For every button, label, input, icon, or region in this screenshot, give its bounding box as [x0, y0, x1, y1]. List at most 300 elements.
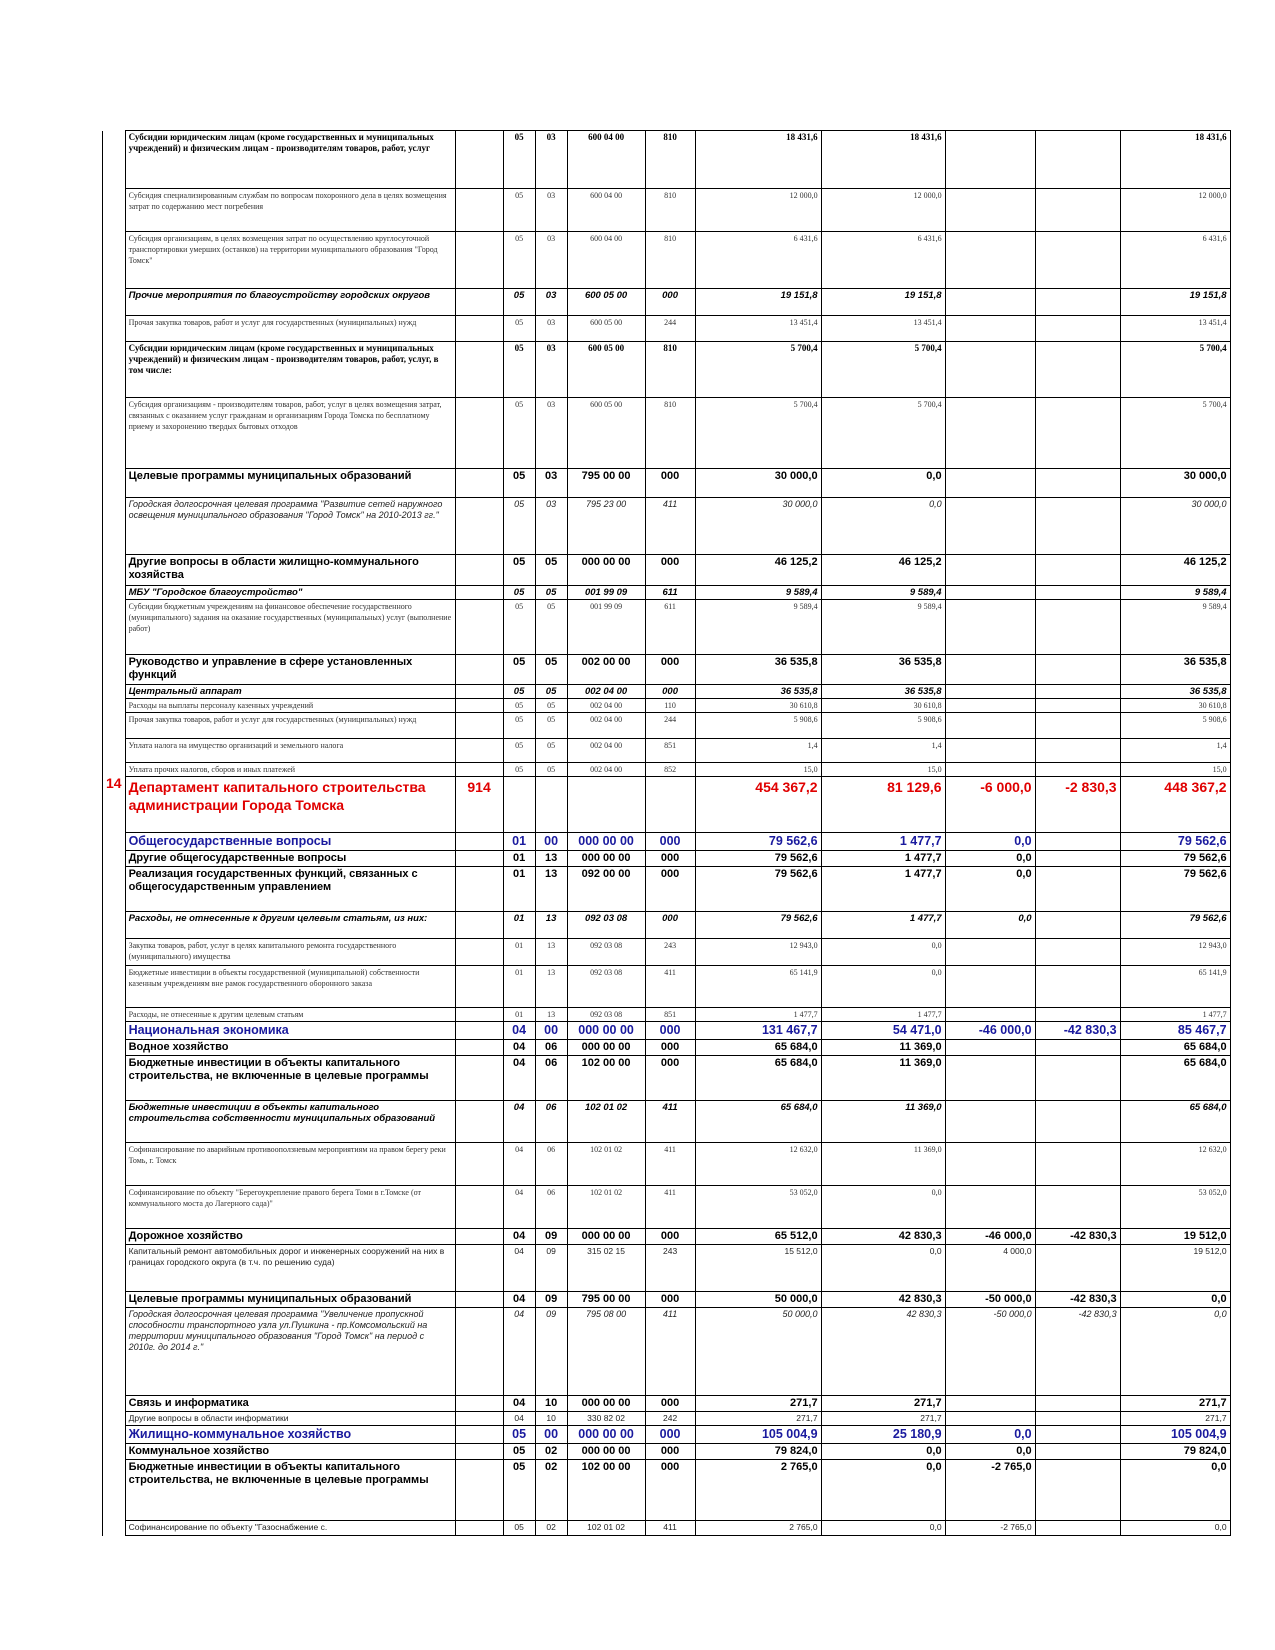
dept-code [455, 1040, 503, 1056]
subsection-code: 03 [535, 232, 567, 289]
amount-total: 85 467,7 [1120, 1022, 1230, 1040]
expense-type-code: 243 [645, 939, 695, 966]
amount-approved: 5 700,4 [695, 342, 821, 398]
row-label: Другие вопросы в области жилищно-коммунального хозяйства [125, 555, 455, 586]
section-code: 05 [503, 1521, 535, 1536]
section-code: 05 [503, 739, 535, 763]
amount-change [945, 685, 1035, 699]
amount-change-including [1035, 232, 1120, 289]
row-index [103, 685, 126, 699]
subsection-code: 05 [535, 699, 567, 713]
amount-change-including [1035, 131, 1120, 189]
expense-type-code: 411 [645, 498, 695, 555]
section-code: 05 [503, 232, 535, 289]
subsection-code: 05 [535, 600, 567, 655]
section-code: 05 [503, 655, 535, 685]
target-article-code [567, 777, 645, 833]
row-index [103, 1396, 126, 1412]
subsection-code: 00 [535, 1022, 567, 1040]
row-index [103, 833, 126, 851]
amount-change-including [1035, 1460, 1120, 1521]
amount-total: 105 004,9 [1120, 1426, 1230, 1444]
amount-approved: 65 141,9 [695, 966, 821, 1008]
target-article-code: 000 00 00 [567, 555, 645, 586]
subsection-code: 05 [535, 763, 567, 777]
table-row [103, 1444, 1231, 1460]
amount-including: 15,0 [821, 763, 945, 777]
subsection-code: 06 [535, 1040, 567, 1056]
amount-approved: 46 125,2 [695, 555, 821, 586]
table-row [103, 1143, 1231, 1186]
subsection-code: 06 [535, 1101, 567, 1143]
row-label: Бюджетные инвестиции в объекты капитального строительства, не включенные в целевые программы [125, 1056, 455, 1101]
row-index [103, 1229, 126, 1245]
table-row [103, 1245, 1231, 1292]
amount-including: 1 477,7 [821, 912, 945, 939]
row-index [103, 1245, 126, 1292]
subsection-code: 13 [535, 939, 567, 966]
row-index [103, 867, 126, 912]
section-code: 01 [503, 912, 535, 939]
table-row [103, 342, 1231, 398]
amount-change-including: -42 830,3 [1035, 1308, 1120, 1396]
amount-total: 5 908,6 [1120, 713, 1230, 739]
amount-change [945, 232, 1035, 289]
row-label: Софинансирование по объекту "Берегоукрепление правого берега Томи в г.Томске (от коммунального моста до Лагерного сада)" [125, 1186, 455, 1229]
subsection-code: 03 [535, 498, 567, 555]
subsection-code: 09 [535, 1308, 567, 1396]
dept-code [455, 912, 503, 939]
amount-change-including: -42 830,3 [1035, 1229, 1120, 1245]
table-row [103, 600, 1231, 655]
amount-approved: 79 562,6 [695, 851, 821, 867]
section-code: 01 [503, 851, 535, 867]
target-article-code: 600 05 00 [567, 316, 645, 342]
amount-change-including [1035, 1521, 1120, 1536]
section-code: 05 [503, 713, 535, 739]
amount-change [945, 398, 1035, 469]
row-index [103, 1040, 126, 1056]
expense-type-code: 611 [645, 600, 695, 655]
table-row [103, 1412, 1231, 1426]
table-row [103, 867, 1231, 912]
dept-code [455, 763, 503, 777]
section-code: 05 [503, 555, 535, 586]
amount-total: 12 943,0 [1120, 939, 1230, 966]
expense-type-code: 852 [645, 763, 695, 777]
expense-type-code: 000 [645, 1396, 695, 1412]
row-index [103, 739, 126, 763]
amount-approved: 12 943,0 [695, 939, 821, 966]
amount-change-including [1035, 316, 1120, 342]
amount-change [945, 655, 1035, 685]
expense-type-code: 411 [645, 1521, 695, 1536]
section-code: 05 [503, 289, 535, 316]
dept-code [455, 232, 503, 289]
amount-change-including [1035, 699, 1120, 713]
amount-including: 42 830,3 [821, 1229, 945, 1245]
subsection-code: 02 [535, 1460, 567, 1521]
amount-including: 1 477,7 [821, 1008, 945, 1022]
amount-approved: 79 562,6 [695, 912, 821, 939]
amount-total: 30 000,0 [1120, 498, 1230, 555]
amount-change-including [1035, 342, 1120, 398]
row-index [103, 498, 126, 555]
expense-type-code: 000 [645, 1022, 695, 1040]
amount-total: 271,7 [1120, 1412, 1230, 1426]
amount-change-including [1035, 1444, 1120, 1460]
expense-type-code: 411 [645, 1101, 695, 1143]
amount-change: 0,0 [945, 1444, 1035, 1460]
amount-total: 12 000,0 [1120, 189, 1230, 232]
amount-including: 11 369,0 [821, 1040, 945, 1056]
amount-approved: 30 000,0 [695, 498, 821, 555]
dept-code [455, 966, 503, 1008]
amount-total: 65 141,9 [1120, 966, 1230, 1008]
row-label: Субсидии юридическим лицам (кроме государственных и муниципальных учреждений) и физическим лицам - производителям товаров, работ, услуг [125, 131, 455, 189]
subsection-code: 02 [535, 1444, 567, 1460]
row-label: Руководство и управление в сфере установленных функций [125, 655, 455, 685]
table-row [103, 1040, 1231, 1056]
table-row [103, 912, 1231, 939]
amount-including: 271,7 [821, 1396, 945, 1412]
amount-approved: 30 610,8 [695, 699, 821, 713]
dept-code [455, 1022, 503, 1040]
amount-change [945, 342, 1035, 398]
subsection-code: 06 [535, 1143, 567, 1186]
amount-approved: 271,7 [695, 1396, 821, 1412]
dept-code [455, 851, 503, 867]
amount-including: 36 535,8 [821, 655, 945, 685]
amount-total: 0,0 [1120, 1460, 1230, 1521]
target-article-code: 092 03 08 [567, 1008, 645, 1022]
amount-including: 81 129,6 [821, 777, 945, 833]
target-article-code: 102 00 00 [567, 1460, 645, 1521]
expense-type-code: 000 [645, 1056, 695, 1101]
expense-type-code: 243 [645, 1245, 695, 1292]
table-row [103, 131, 1231, 189]
section-code: 04 [503, 1308, 535, 1396]
table-row [103, 655, 1231, 685]
dept-code [455, 685, 503, 699]
subsection-code: 09 [535, 1229, 567, 1245]
amount-change: 0,0 [945, 1426, 1035, 1444]
subsection-code: 05 [535, 655, 567, 685]
subsection-code: 13 [535, 1008, 567, 1022]
amount-total: 19 151,8 [1120, 289, 1230, 316]
amount-change-including [1035, 469, 1120, 498]
amount-approved: 9 589,4 [695, 586, 821, 600]
target-article-code: 795 23 00 [567, 498, 645, 555]
row-index [103, 1292, 126, 1308]
target-article-code: 795 08 00 [567, 1308, 645, 1396]
expense-type-code: 000 [645, 1040, 695, 1056]
table-row [103, 763, 1231, 777]
section-code: 04 [503, 1412, 535, 1426]
row-label: Прочая закупка товаров, работ и услуг для государственных (муниципальных) нужд [125, 316, 455, 342]
amount-including: 5 700,4 [821, 398, 945, 469]
amount-change-including [1035, 966, 1120, 1008]
amount-change-including: -42 830,3 [1035, 1022, 1120, 1040]
target-article-code: 002 00 00 [567, 655, 645, 685]
row-index [103, 939, 126, 966]
row-index [103, 1308, 126, 1396]
row-index: 14 [103, 777, 126, 833]
row-index [103, 555, 126, 586]
dept-code [455, 739, 503, 763]
row-label: Расходы, не отнесенные к другим целевым статьям [125, 1008, 455, 1022]
dept-code [455, 600, 503, 655]
subsection-code: 00 [535, 1426, 567, 1444]
amount-total: 0,0 [1120, 1308, 1230, 1396]
table-row [103, 498, 1231, 555]
amount-total: 30 610,8 [1120, 699, 1230, 713]
dept-code [455, 398, 503, 469]
amount-approved: 79 562,6 [695, 833, 821, 851]
row-label: Дорожное хозяйство [125, 1229, 455, 1245]
amount-total: 53 052,0 [1120, 1186, 1230, 1229]
section-code: 05 [503, 189, 535, 232]
amount-change-including [1035, 655, 1120, 685]
row-index [103, 763, 126, 777]
amount-approved: 30 000,0 [695, 469, 821, 498]
row-label: Софинансирование по объекту "Газоснабжение с. [125, 1521, 455, 1536]
amount-approved: 15,0 [695, 763, 821, 777]
target-article-code: 102 01 02 [567, 1101, 645, 1143]
amount-including: 6 431,6 [821, 232, 945, 289]
target-article-code: 001 99 09 [567, 600, 645, 655]
amount-change: 0,0 [945, 867, 1035, 912]
amount-total: 9 589,4 [1120, 600, 1230, 655]
row-index [103, 600, 126, 655]
amount-approved: 2 765,0 [695, 1460, 821, 1521]
amount-change [945, 763, 1035, 777]
row-label: Уплата налога на имущество организаций и земельного налога [125, 739, 455, 763]
table-row [103, 966, 1231, 1008]
subsection-code: 13 [535, 912, 567, 939]
subsection-code: 00 [535, 833, 567, 851]
subsection-code: 10 [535, 1396, 567, 1412]
amount-including: 12 000,0 [821, 189, 945, 232]
section-code: 04 [503, 1186, 535, 1229]
section-code: 04 [503, 1101, 535, 1143]
amount-change-including [1035, 1245, 1120, 1292]
amount-approved: 1,4 [695, 739, 821, 763]
table-row [103, 1521, 1231, 1536]
subsection-code: 03 [535, 398, 567, 469]
amount-including: 0,0 [821, 939, 945, 966]
table-row [103, 699, 1231, 713]
expense-type-code: 000 [645, 833, 695, 851]
row-index [103, 1022, 126, 1040]
amount-change: -6 000,0 [945, 777, 1035, 833]
row-label: Бюджетные инвестиции в объекты государственной (муниципальной) собственности казенным учреждениям вне рамок государственного оборонного заказа [125, 966, 455, 1008]
subsection-code: 05 [535, 685, 567, 699]
amount-change [945, 1396, 1035, 1412]
subsection-code: 03 [535, 342, 567, 398]
amount-approved: 2 765,0 [695, 1521, 821, 1536]
amount-total: 19 512,0 [1120, 1245, 1230, 1292]
dept-code [455, 469, 503, 498]
amount-approved: 65 684,0 [695, 1101, 821, 1143]
amount-change-including [1035, 1008, 1120, 1022]
row-index [103, 342, 126, 398]
amount-total: 6 431,6 [1120, 232, 1230, 289]
amount-approved: 65 684,0 [695, 1040, 821, 1056]
subsection-code: 13 [535, 966, 567, 1008]
expense-type-code: 810 [645, 398, 695, 469]
amount-change-including [1035, 912, 1120, 939]
amount-approved: 79 824,0 [695, 1444, 821, 1460]
dept-code [455, 131, 503, 189]
amount-total: 448 367,2 [1120, 777, 1230, 833]
section-code: 01 [503, 966, 535, 1008]
dept-code [455, 1460, 503, 1521]
amount-change-including [1035, 1101, 1120, 1143]
amount-change [945, 600, 1035, 655]
section-code: 01 [503, 833, 535, 851]
expense-type-code: 000 [645, 469, 695, 498]
row-index [103, 1412, 126, 1426]
row-index [103, 966, 126, 1008]
section-code: 04 [503, 1143, 535, 1186]
target-article-code: 000 00 00 [567, 1444, 645, 1460]
amount-approved: 13 451,4 [695, 316, 821, 342]
row-index [103, 131, 126, 189]
target-article-code: 092 03 08 [567, 966, 645, 1008]
target-article-code: 600 04 00 [567, 232, 645, 289]
dept-code [455, 1308, 503, 1396]
amount-total: 13 451,4 [1120, 316, 1230, 342]
amount-change-including [1035, 867, 1120, 912]
expense-type-code: 000 [645, 1460, 695, 1521]
row-label: Целевые программы муниципальных образований [125, 469, 455, 498]
amount-total: 1,4 [1120, 739, 1230, 763]
amount-including: 0,0 [821, 1444, 945, 1460]
row-label: Субсидии бюджетным учреждениям на финансовое обеспечение государственного (муниципального) задания на оказание государственных (муниципальных) услуг (выполнение работ) [125, 600, 455, 655]
target-article-code: 092 03 08 [567, 912, 645, 939]
amount-including: 9 589,4 [821, 600, 945, 655]
row-index [103, 1056, 126, 1101]
amount-change: -50 000,0 [945, 1308, 1035, 1396]
amount-including: 18 431,6 [821, 131, 945, 189]
target-article-code: 600 05 00 [567, 398, 645, 469]
amount-total: 0,0 [1120, 1292, 1230, 1308]
row-index [103, 1444, 126, 1460]
section-code: 04 [503, 1040, 535, 1056]
table-row [103, 1022, 1231, 1040]
amount-including: 42 830,3 [821, 1292, 945, 1308]
amount-total: 30 000,0 [1120, 469, 1230, 498]
table-row [103, 555, 1231, 586]
row-label: Субсидии юридическим лицам (кроме государственных и муниципальных учреждений) и физическим лицам - производителям товаров, работ, услуг, в том числе: [125, 342, 455, 398]
amount-including: 0,0 [821, 1521, 945, 1536]
amount-total: 15,0 [1120, 763, 1230, 777]
amount-change [945, 1412, 1035, 1426]
target-article-code: 000 00 00 [567, 1022, 645, 1040]
amount-including: 54 471,0 [821, 1022, 945, 1040]
row-label: Уплата прочих налогов, сборов и иных платежей [125, 763, 455, 777]
amount-change [945, 966, 1035, 1008]
section-code: 04 [503, 1229, 535, 1245]
section-code: 05 [503, 398, 535, 469]
amount-approved: 105 004,9 [695, 1426, 821, 1444]
table-row [103, 1101, 1231, 1143]
dept-code [455, 555, 503, 586]
amount-including: 5 908,6 [821, 713, 945, 739]
amount-total: 65 684,0 [1120, 1101, 1230, 1143]
amount-approved: 53 052,0 [695, 1186, 821, 1229]
expense-type-code: 411 [645, 1143, 695, 1186]
expense-type-code: 000 [645, 912, 695, 939]
expense-type-code: 000 [645, 1229, 695, 1245]
amount-change-including [1035, 1186, 1120, 1229]
row-label: Коммунальное хозяйство [125, 1444, 455, 1460]
expense-type-code: 000 [645, 867, 695, 912]
target-article-code: 600 05 00 [567, 289, 645, 316]
target-article-code: 002 04 00 [567, 699, 645, 713]
target-article-code: 002 04 00 [567, 713, 645, 739]
amount-approved: 131 467,7 [695, 1022, 821, 1040]
target-article-code: 001 99 09 [567, 586, 645, 600]
table-row [103, 1186, 1231, 1229]
amount-total: 46 125,2 [1120, 555, 1230, 586]
amount-change [945, 555, 1035, 586]
expense-type-code: 000 [645, 685, 695, 699]
amount-approved: 65 512,0 [695, 1229, 821, 1245]
expense-type-code: 000 [645, 655, 695, 685]
amount-change: 0,0 [945, 851, 1035, 867]
dept-code [455, 1412, 503, 1426]
amount-total: 0,0 [1120, 1521, 1230, 1536]
amount-including: 19 151,8 [821, 289, 945, 316]
amount-change-including [1035, 1143, 1120, 1186]
table-row [103, 1292, 1231, 1308]
subsection-code: 13 [535, 851, 567, 867]
subsection-code: 03 [535, 189, 567, 232]
amount-total: 65 684,0 [1120, 1056, 1230, 1101]
expense-type-code: 851 [645, 1008, 695, 1022]
row-index [103, 232, 126, 289]
subsection-code: 09 [535, 1292, 567, 1308]
expense-type-code: 000 [645, 1426, 695, 1444]
table-row [103, 833, 1231, 851]
expense-type-code: 851 [645, 739, 695, 763]
amount-change: 4 000,0 [945, 1245, 1035, 1292]
dept-code [455, 1143, 503, 1186]
dept-code [455, 713, 503, 739]
subsection-code: 03 [535, 316, 567, 342]
table-row [103, 189, 1231, 232]
row-label: Расходы на выплаты персоналу казенных учреждений [125, 699, 455, 713]
amount-approved: 18 431,6 [695, 131, 821, 189]
target-article-code: 000 00 00 [567, 833, 645, 851]
table-row [103, 586, 1231, 600]
section-code: 05 [503, 685, 535, 699]
amount-change-including [1035, 498, 1120, 555]
amount-including: 25 180,9 [821, 1426, 945, 1444]
expense-type-code [645, 777, 695, 833]
amount-change: -2 765,0 [945, 1521, 1035, 1536]
subsection-code: 03 [535, 469, 567, 498]
subsection-code: 09 [535, 1245, 567, 1292]
amount-including: 1 477,7 [821, 851, 945, 867]
amount-including: 0,0 [821, 469, 945, 498]
row-label: Закупка товаров, работ, услуг в целях капитального ремонта государственного (муниципального) имущества [125, 939, 455, 966]
amount-change-including [1035, 398, 1120, 469]
expense-type-code: 411 [645, 1308, 695, 1396]
amount-change: 0,0 [945, 912, 1035, 939]
